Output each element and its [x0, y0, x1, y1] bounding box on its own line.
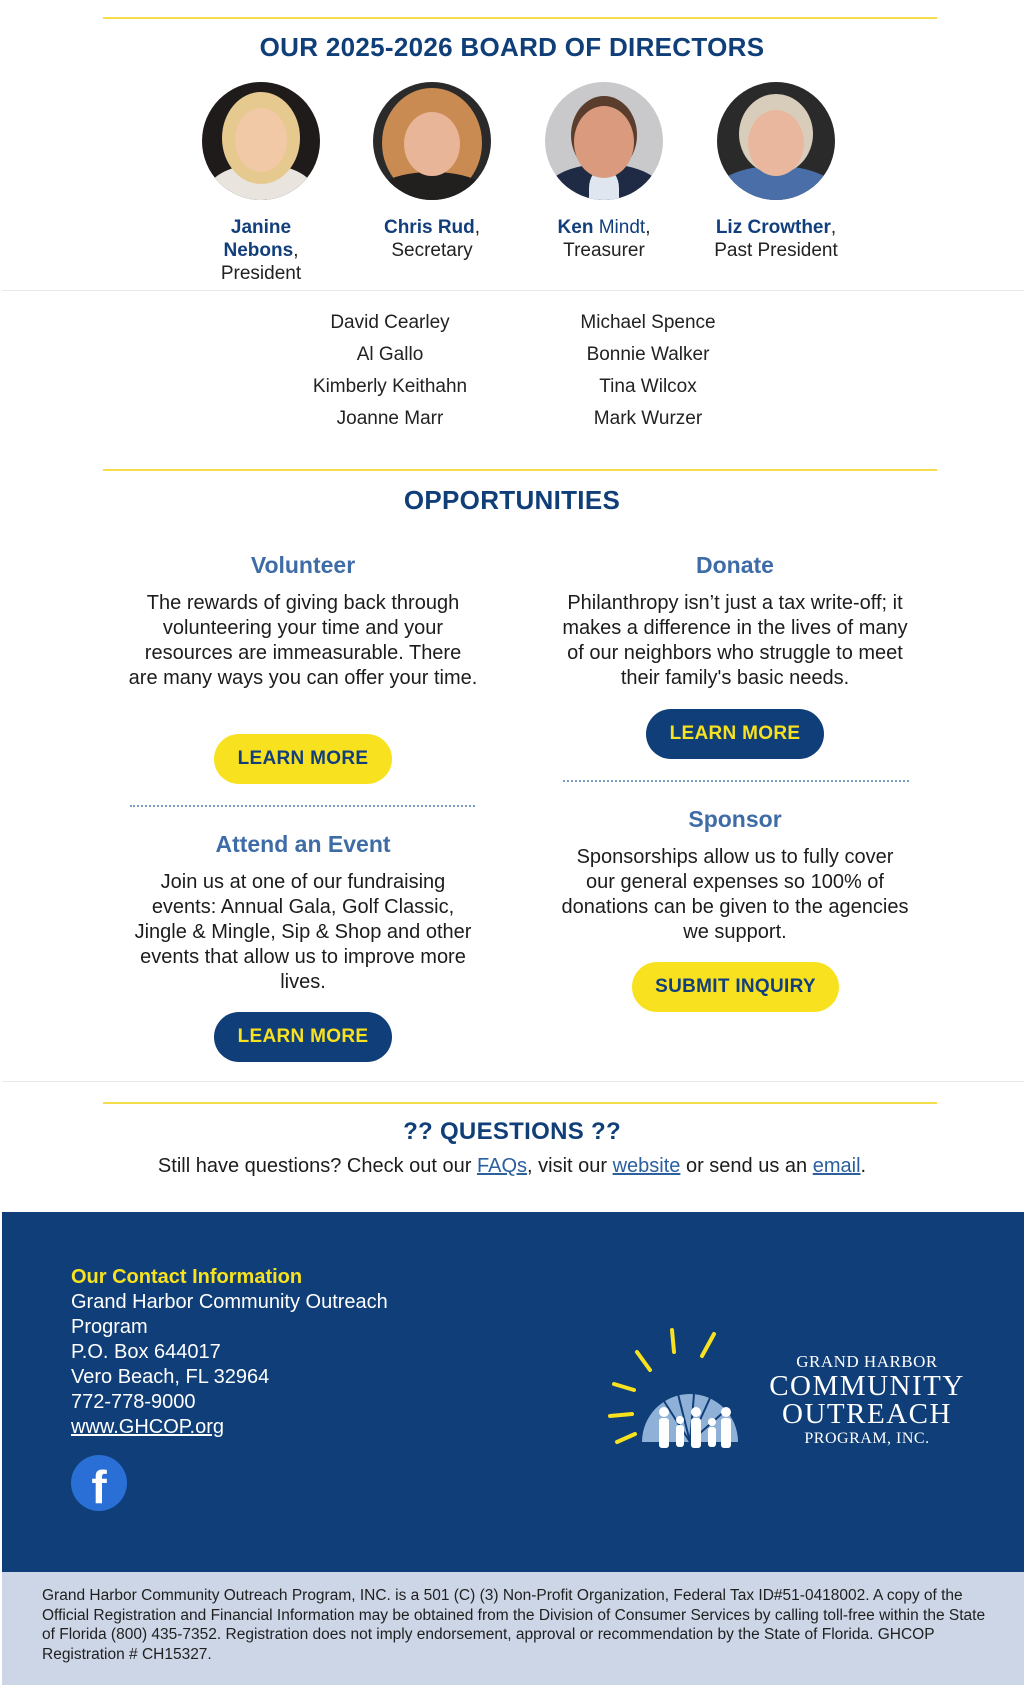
board-member-name: Mark Wurzer [593, 408, 703, 429]
member-caption: Chris Rud, Secretary [383, 217, 481, 261]
logo-line3: PROGRAM, INC. [804, 1430, 930, 1447]
dotted-divider [563, 780, 909, 782]
board-member-name: Bonnie Walker [586, 344, 710, 365]
event-block [128, 831, 478, 995]
opportunities-title: OPPORTUNITIES [403, 485, 621, 515]
board-member-name: Joanne Marr [336, 408, 444, 429]
section-divider [2, 290, 1024, 291]
board-members-left [270, 307, 510, 435]
board-member-name: David Cearley [330, 312, 450, 333]
member-caption: Ken Mindt, Treasurer [557, 217, 651, 261]
logo-line2a: COMMUNITY [769, 1370, 965, 1402]
member-name: Liz Crowther [715, 217, 831, 238]
donate-text: Philanthropy isn’t just a tax write-off; it makes a difference in the lives of many of our neighbors who struggle to meet their family's basic needs. [562, 592, 908, 689]
questions-mid: or send us an [680, 1155, 813, 1177]
event-text: Join us at one of our fundraising events: Annual Gala, Golf Classic, Jingle & Mingle, Sip & Shop and other events that allow us to improve more lives. [134, 871, 472, 993]
avatar [717, 82, 835, 200]
contact-org: Program [71, 1316, 148, 1338]
avatar [545, 82, 663, 200]
member-role: President [220, 263, 302, 284]
donate-block [560, 552, 910, 691]
volunteer-heading: Volunteer [250, 552, 356, 578]
sponsor-block [560, 806, 910, 945]
questions-mid: , visit our [527, 1155, 613, 1177]
member-last-name: Mindt [598, 217, 646, 238]
board-member-name: Al Gallo [356, 344, 424, 365]
legal-disclaimer [2, 1572, 1024, 1685]
organization-logo [602, 1312, 982, 1462]
questions-suffix: . [860, 1155, 867, 1177]
member-last-name: Nebons [223, 240, 294, 261]
questions-prefix: Still have questions? Check out our [157, 1155, 477, 1177]
member-first-name: Ken [557, 217, 594, 238]
contact-website-link[interactable]: www.GHCOP.org [71, 1416, 225, 1438]
contact-title: Our Contact Information [71, 1266, 303, 1288]
member-role: Treasurer [563, 240, 645, 261]
board-title: OUR 2025-2026 BOARD OF DIRECTORS [259, 32, 765, 62]
logo-line2b: OUTREACH [782, 1398, 952, 1430]
board-member-secretary [352, 82, 512, 262]
contact-org: Grand Harbor Community Outreach [71, 1291, 388, 1313]
sun-family-icon [602, 1312, 752, 1462]
section-divider [2, 1081, 1024, 1082]
contact-po-box: P.O. Box 644017 [71, 1341, 221, 1363]
donate-learn-more-button[interactable]: LEARN MORE [646, 709, 824, 759]
email-link[interactable]: email [812, 1155, 861, 1177]
volunteer-text: The rewards of giving back through volunteering your time and your resources are immeasurable. There are many ways you can offer your time. [128, 592, 478, 689]
event-learn-more-button[interactable]: LEARN MORE [214, 1012, 392, 1062]
member-name: Chris Rud [383, 217, 475, 238]
facebook-icon[interactable]: f [71, 1455, 127, 1511]
avatar [373, 82, 491, 200]
volunteer-learn-more-button[interactable]: LEARN MORE [214, 734, 392, 784]
board-member-president [181, 82, 341, 285]
sponsor-heading: Sponsor [688, 806, 782, 832]
faq-link[interactable]: FAQs [477, 1155, 528, 1177]
donate-heading: Donate [696, 552, 774, 578]
member-role: Past President [714, 240, 838, 261]
board-members-right [528, 307, 768, 435]
contact-info [71, 1265, 431, 1440]
member-caption: Liz Crowther, Past President [714, 217, 838, 261]
board-member-treasurer [524, 82, 684, 262]
legal-text: Grand Harbor Community Outreach Program, INC. is a 501 (C) (3) Non-Profit Organization, Federal Tax ID#51-0418002. A copy of the Official Registration and Financial Information may be obtained from the Division of Consumer Services by calling toll-free within the State of Florida (800) 435-7352. Registration does not imply endorsement, approval or recommendation by the State of Florida. GHCOP Registration # CH15327. [42, 1587, 986, 1663]
website-link[interactable]: website [612, 1155, 681, 1177]
member-first-name: Janine [230, 217, 292, 238]
yellow-divider [103, 1102, 937, 1104]
board-member-name: Michael Spence [580, 312, 716, 333]
avatar [202, 82, 320, 200]
member-role: Secretary [391, 240, 473, 261]
volunteer-block [128, 552, 478, 691]
board-member-past-president [696, 82, 856, 262]
logo-text [757, 1352, 977, 1448]
board-member-name: Kimberly Keithahn [312, 376, 468, 397]
contact-city: Vero Beach, FL 32964 [71, 1366, 270, 1388]
yellow-divider [103, 17, 937, 19]
submit-inquiry-button[interactable]: SUBMIT INQUIRY [632, 962, 839, 1012]
logo-line1: GRAND HARBOR [796, 1352, 938, 1371]
yellow-divider [103, 469, 937, 471]
event-heading: Attend an Event [215, 831, 391, 857]
sponsor-text: Sponsorships allow us to fully cover our general expenses so 100% of donations can be given to the agencies we support. [561, 846, 909, 943]
footer [2, 1212, 1024, 1572]
dotted-divider [130, 805, 475, 807]
board-member-name: Tina Wilcox [599, 376, 697, 397]
contact-phone: 772-778-9000 [71, 1391, 196, 1413]
questions-title: ?? QUESTIONS ?? [403, 1118, 621, 1145]
questions-text [0, 1155, 1024, 1178]
member-caption: Janine Nebons, President [220, 217, 302, 284]
